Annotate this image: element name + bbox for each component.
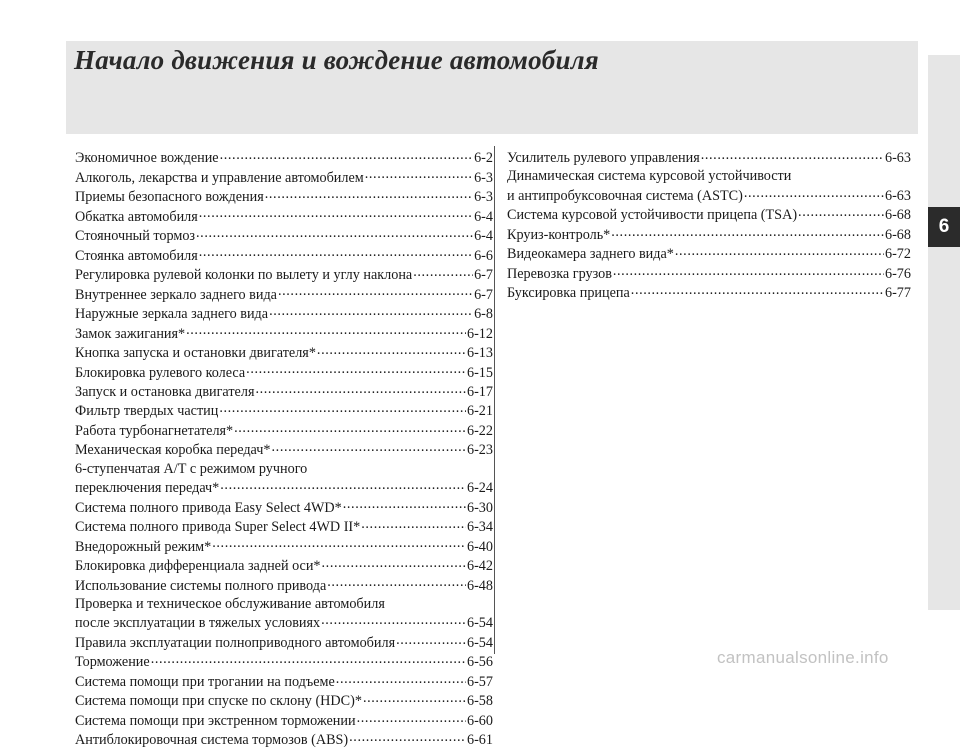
toc-entry-title: Система полного привода Easy Select 4WD*	[75, 499, 342, 516]
toc-entry[interactable]	[75, 517, 493, 536]
toc-entry-title: Стоянка автомобиля	[75, 247, 198, 264]
dot-leader	[798, 205, 884, 219]
toc-entry-title: Стояночный тормоз	[75, 228, 196, 245]
toc-entry-title: Круиз-контроль*	[507, 226, 611, 243]
toc-entry[interactable]	[75, 362, 493, 381]
chapter-title: Начало движения и вождение автомобиля	[74, 45, 599, 75]
toc-entry[interactable]	[75, 226, 493, 245]
dot-leader	[611, 225, 884, 239]
dot-leader	[396, 633, 466, 647]
toc-entry[interactable]	[75, 556, 493, 575]
toc-entry[interactable]	[507, 148, 911, 167]
toc-entry-title: и антипробуксовочная система (ASTC)	[507, 187, 743, 204]
toc-entry-page: 6-68	[884, 226, 911, 243]
toc-entry-title: Наружные зеркала заднего вида	[75, 306, 269, 323]
toc-entry[interactable]	[75, 382, 493, 401]
toc-entry[interactable]	[75, 421, 493, 440]
dot-leader	[322, 556, 466, 570]
toc-entry-page: 6-22	[466, 422, 493, 439]
watermark: carmanualsonline.info	[717, 648, 889, 667]
toc-entry-title: Экономичное вождение	[75, 150, 219, 167]
toc-entry[interactable]	[75, 304, 493, 323]
toc-entry[interactable]	[75, 691, 493, 710]
toc-entry-page: 6-60	[466, 712, 493, 729]
toc-entry[interactable]	[75, 187, 493, 206]
dot-leader	[246, 362, 466, 376]
toc-entry[interactable]	[507, 186, 911, 205]
column-divider	[494, 146, 495, 654]
toc-entry[interactable]	[75, 537, 493, 556]
toc-entry[interactable]	[75, 206, 493, 225]
toc-entry[interactable]	[507, 225, 911, 244]
toc-entry[interactable]	[75, 401, 493, 420]
toc-entry[interactable]	[507, 283, 911, 302]
toc-entry[interactable]	[75, 652, 493, 671]
toc-entry-title: Кнопка запуска и остановки двигателя*	[75, 345, 316, 362]
dot-leader	[219, 401, 466, 415]
toc-entry-page: 6-30	[466, 499, 493, 516]
toc-left-column	[75, 148, 493, 750]
toc-entry-title: Перевозка грузов	[507, 265, 612, 282]
toc-entry-page: 6-23	[466, 442, 493, 459]
toc-entry[interactable]	[75, 633, 493, 652]
toc-entry-page: 6-42	[466, 558, 493, 575]
toc-entry-page: 6-34	[466, 519, 493, 536]
toc-entry[interactable]	[75, 478, 493, 497]
toc-entry-page: 6-13	[466, 345, 493, 362]
dot-leader	[317, 343, 466, 357]
toc-entry-title: Динамическая система курсовой устойчивости	[507, 168, 792, 185]
toc-entry-title: Антиблокировочная система тормозов (ABS)	[75, 732, 349, 749]
toc-entry-page: 6-72	[884, 246, 911, 263]
toc-entry-page: 6-8	[474, 306, 493, 323]
toc-entry-title: Система помощи при экстренном торможении	[75, 712, 356, 729]
dot-leader	[255, 382, 466, 396]
toc-entry-title: Система помощи при трогании на подъеме	[75, 673, 335, 690]
toc-entry-title: Система полного привода Super Select 4WD II*	[75, 519, 361, 536]
dot-leader	[199, 245, 473, 259]
toc-right-column	[507, 148, 911, 303]
toc-entry-title: 6-ступенчатая А/Т с режимом ручного	[75, 460, 308, 477]
dot-leader	[212, 537, 466, 551]
toc-entry[interactable]	[75, 148, 493, 167]
toc-entry[interactable]	[75, 323, 493, 342]
toc-entry-page: 6-40	[466, 538, 493, 555]
toc-entry[interactable]	[75, 498, 493, 517]
toc-entry-page: 6-77	[884, 285, 911, 302]
toc-entry-page: 6-21	[466, 403, 493, 420]
toc-entry-page: 6-15	[466, 364, 493, 381]
toc-entry-title: Использование системы полного привода	[75, 577, 327, 594]
toc-entry-title: Блокировка дифференциала задней оси*	[75, 558, 321, 575]
dot-leader	[265, 187, 473, 201]
toc-entry-title: Внедорожный режим*	[75, 538, 212, 555]
chapter-number-tab[interactable]: 6	[928, 207, 960, 247]
toc-entry-page: 6-54	[466, 615, 493, 632]
toc-entry-page: 6-6	[474, 247, 493, 264]
toc-entry	[507, 167, 911, 185]
toc-entry-page: 6-76	[884, 265, 911, 282]
toc-entry[interactable]	[75, 440, 493, 459]
toc-entry-title: Правила эксплуатации полноприводного автомобиля	[75, 634, 396, 651]
toc-entry-page: 6-68	[884, 207, 911, 224]
toc-entry-title: Алкоголь, лекарства и управление автомобилем	[75, 169, 364, 186]
toc-entry-page: 6-58	[466, 693, 493, 710]
toc-entry[interactable]	[75, 284, 493, 303]
toc-entry[interactable]	[75, 730, 493, 749]
toc-entry[interactable]	[507, 205, 911, 224]
toc-entry-title: Блокировка рулевого колеса	[75, 364, 246, 381]
toc-entry-title: Механическая коробка передач*	[75, 442, 271, 459]
toc-entry-title: Регулировка рулевой колонки по вылету и углу наклона	[75, 267, 413, 284]
toc-entry-title: Обкатка автомобиля	[75, 208, 198, 225]
toc-entry[interactable]	[507, 264, 911, 283]
dot-leader	[186, 323, 466, 337]
dot-leader	[363, 691, 466, 705]
dot-leader	[675, 244, 884, 258]
toc-entry-title: Фильтр твердых частиц	[75, 403, 219, 420]
toc-entry[interactable]	[75, 613, 493, 632]
toc-entry-page: 6-3	[474, 189, 493, 206]
toc-entry[interactable]	[507, 244, 911, 263]
dot-leader	[199, 206, 473, 220]
toc-entry-title: Усилитель рулевого управления	[507, 150, 700, 167]
toc-entry-page: 6-61	[466, 732, 493, 749]
toc-entry-title: Видеокамера заднего вида*	[507, 246, 674, 263]
toc-entry	[75, 595, 493, 613]
dot-leader	[272, 440, 466, 454]
side-tab	[928, 55, 960, 610]
dot-leader	[343, 498, 466, 512]
dot-leader	[631, 283, 884, 297]
chapter-header	[66, 41, 918, 134]
toc-entry-page: 6-56	[466, 654, 493, 671]
toc-entry-title: Работа турбонагнетателя*	[75, 422, 234, 439]
dot-leader	[220, 478, 466, 492]
toc-entry-title: Проверка и техническое обслуживание автомобиля	[75, 595, 385, 612]
toc-entry[interactable]	[75, 343, 493, 362]
toc-entry-title: Запуск и остановка двигателя	[75, 384, 255, 400]
toc-entry[interactable]	[75, 265, 493, 284]
toc-entry-page: 6-7	[474, 286, 493, 303]
toc-entry-title: Система курсовой устойчивости прицепа (TSA)	[507, 207, 798, 224]
dot-leader	[361, 517, 466, 531]
toc-entry-page: 6-57	[466, 673, 493, 690]
dot-leader	[357, 711, 466, 725]
dot-leader	[365, 167, 473, 181]
dot-leader	[336, 672, 466, 686]
toc-entry-title: Буксировка прицепа	[507, 285, 630, 302]
toc-entry-page: 6-24	[466, 480, 493, 497]
dot-leader	[744, 186, 884, 200]
dot-leader	[321, 613, 466, 627]
toc-entry-title: Замок зажигания*	[75, 325, 186, 342]
toc-entry-page: 6-7	[474, 267, 493, 284]
toc-entry-page: 6-17	[466, 384, 493, 400]
dot-leader	[196, 226, 473, 240]
toc-entry-title: Внутреннее зеркало заднего вида	[75, 286, 277, 303]
toc-entry-page: 6-63	[884, 187, 911, 204]
toc-entry[interactable]	[75, 672, 493, 691]
dot-leader	[613, 264, 884, 278]
toc-entry-page: 6-12	[466, 325, 493, 342]
toc-entry[interactable]	[75, 167, 493, 186]
dot-leader	[413, 265, 473, 279]
toc-entry-title: Приемы безопасного вождения	[75, 189, 264, 206]
toc-entry-page: 6-48	[466, 577, 493, 594]
dot-leader	[269, 304, 473, 318]
toc-entry-title: после эксплуатации в тяжелых условиях	[75, 615, 321, 632]
toc-entry-title: переключения передач*	[75, 480, 220, 497]
toc-entry-page: 6-54	[466, 634, 493, 651]
toc-entry	[75, 460, 493, 478]
toc-entry[interactable]	[75, 245, 493, 264]
toc-entry-page: 6-63	[884, 150, 911, 167]
dot-leader	[151, 652, 466, 666]
toc-entry-page: 6-4	[474, 208, 493, 225]
toc-entry-title: Система помощи при спуске по склону (HDC)*	[75, 693, 362, 710]
dot-leader	[220, 148, 473, 162]
toc-entry-page: 6-2	[474, 150, 493, 167]
toc-entry[interactable]	[75, 711, 493, 730]
dot-leader	[701, 148, 884, 162]
toc-entry-page: 6-3	[474, 169, 493, 186]
dot-leader	[278, 284, 473, 298]
toc-entry[interactable]	[75, 575, 493, 594]
dot-leader	[234, 421, 466, 435]
toc-entry-page: 6-4	[474, 228, 493, 245]
dot-leader	[327, 575, 466, 589]
toc-entry-title: Торможение	[75, 654, 150, 671]
dot-leader	[349, 730, 466, 744]
